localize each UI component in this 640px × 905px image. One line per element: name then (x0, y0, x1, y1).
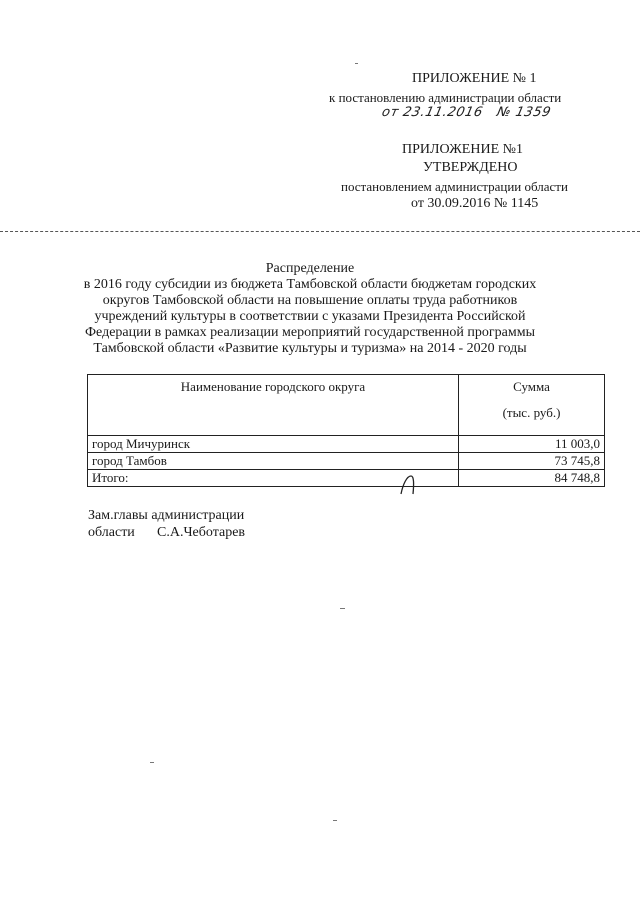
approval-by: постановлением администрации области (341, 179, 568, 194)
signature-name: С.А.Чеботарев (157, 525, 246, 540)
total-value: 84 748,8 (459, 470, 605, 487)
row-name: город Мичуринск (88, 436, 459, 453)
body-line: учреждений культуры в соответствии с указами Президента Российской (94, 309, 526, 324)
scan-speck (333, 820, 337, 821)
approval-date-number: от 30.09.2016 № 1145 (411, 196, 539, 211)
scan-speck (340, 608, 345, 609)
appendix-title: ПРИЛОЖЕНИЕ № 1 (412, 71, 537, 86)
body-line: округов Тамбовской области на повышение оплаты труда работников (102, 293, 518, 308)
table-row (88, 453, 605, 470)
signature-title: Зам.главы администрации (88, 508, 245, 523)
document-title: Распределение (265, 261, 355, 276)
header-name: Наименование городского округа (180, 379, 366, 394)
header-sum: Сумма (513, 379, 550, 394)
scan-speck (150, 762, 154, 763)
handwritten-mark-icon (399, 474, 419, 496)
body-line: Федерации в рамках реализации мероприятий государственной программы (85, 325, 535, 340)
dashed-separator (0, 231, 640, 232)
approval-appendix: ПРИЛОЖЕНИЕ №1 (402, 142, 523, 157)
signature-label: области (88, 525, 135, 540)
table-total-row (88, 470, 605, 487)
approval-approved: УТВЕРЖДЕНО (423, 160, 518, 175)
table-header-row (88, 375, 605, 436)
row-sum: 73 745,8 (459, 453, 605, 470)
row-sum: 11 003,0 (459, 436, 605, 453)
table-row (88, 436, 605, 453)
body-line: Тамбовской области «Развитие культуры и туризма» на 2014 - 2020 годы (93, 341, 527, 356)
handwritten-date: от 23.11.2016 (380, 105, 485, 120)
header-name-cell (88, 375, 459, 436)
header-unit: (тыс. руб.) (502, 405, 561, 420)
appendix-subtitle: к постановлению администрации области (329, 90, 562, 105)
row-name: город Тамбов (88, 453, 459, 470)
total-label: Итого: (88, 470, 459, 487)
body-line: в 2016 году субсидии из бюджета Тамбовской области бюджетам городских (83, 277, 537, 292)
scan-speck (355, 63, 358, 64)
handwritten-number: № 1359 (495, 105, 553, 120)
header-sum-cell (459, 375, 605, 436)
distribution-table (87, 374, 605, 487)
